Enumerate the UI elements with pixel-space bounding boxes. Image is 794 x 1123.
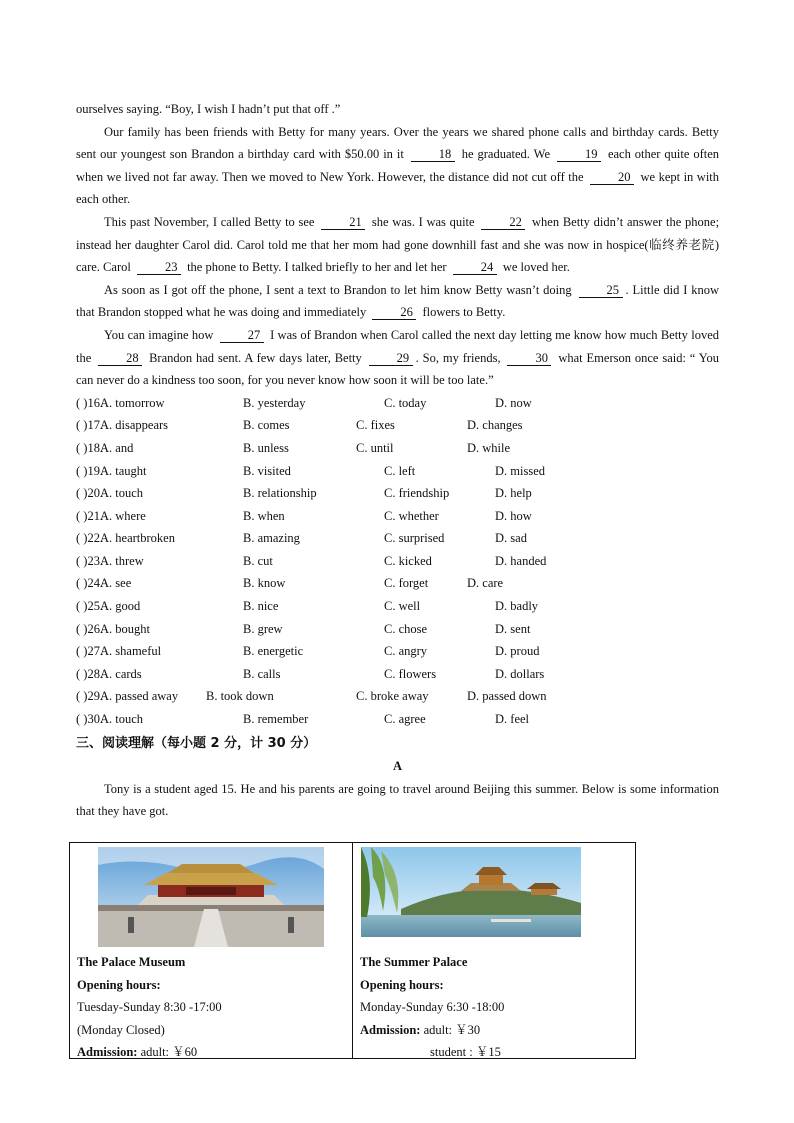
blank-18[interactable]: 18 [411,147,455,162]
option-a: A. where [100,508,146,523]
option-row [76,708,719,731]
option-c: C. whether [384,508,439,523]
option-d: D. how [495,508,532,523]
option-a: A. touch [100,712,144,727]
option-d: D. missed [495,463,545,478]
option-b: B. nice [243,599,279,614]
option-a: A. tomorrow [100,395,165,410]
option-d: D. while [467,440,511,455]
option-d: D. help [495,486,532,501]
answer-slot[interactable]: ( )29. [76,689,104,704]
summer-palace-cell [353,843,635,1058]
option-b: B. relationship [243,486,317,501]
answer-slot[interactable]: ( )28. [76,666,104,681]
option-c: C. fixes [356,418,395,433]
option-a: A. cards [100,666,142,681]
blank-26[interactable]: 26 [372,305,416,320]
palace-museum-photo [98,847,324,947]
blank-19[interactable]: 19 [557,147,601,162]
option-b: B. took down [206,689,274,704]
option-d: D. changes [467,418,523,433]
option-a: A. see [100,576,132,591]
palace-museum-name: The Palace Museum [77,955,186,969]
answer-slot[interactable]: ( )21. [76,508,104,523]
summer-palace-admission-label: Admission: [360,1022,421,1037]
option-b: B. when [243,508,285,523]
option-c: C. until [356,440,394,455]
blank-30[interactable]: 30 [507,351,551,366]
option-c: C. angry [384,644,428,659]
answer-slot[interactable]: ( )24. [76,576,104,591]
answer-slot[interactable]: ( )17. [76,418,104,433]
blank-25[interactable]: 25 [579,283,623,298]
summer-palace-name: The Summer Palace [360,955,468,969]
blank-23[interactable]: 23 [137,260,181,275]
option-row [76,595,719,618]
option-c: C. well [384,599,421,614]
option-c: C. left [384,463,416,478]
option-row [76,640,719,663]
part-label: A [392,759,403,774]
option-b: B. calls [243,666,281,681]
blank-27[interactable]: 27 [220,328,264,343]
answer-slot[interactable]: ( )23. [76,553,104,568]
palace-museum-cell [70,843,353,1058]
option-b: B. yesterday [243,395,306,410]
passage-paragraph-4: You can imagine how 27 I was of Brandon when Carol called the next day letting me know how much Betty loved the 28 Brandon had sent. A few days later, Betty 29 . So, my friends, 30 what Emerson once said: “ You can never do a kindness too soon, for you never know how soon it will be too late.” [76,327,720,388]
option-row [76,460,719,483]
option-d: D. dollars [495,666,545,681]
answer-slot[interactable]: ( )22. [76,531,104,546]
option-a: A. and [100,440,134,455]
exam-page [76,98,719,823]
option-d: D. feel [495,712,530,727]
option-row [76,550,719,573]
blank-29[interactable]: 29 [369,351,413,366]
option-b: B. cut [243,553,273,568]
option-row [76,414,719,437]
palace-museum-admission-label: Admission: [77,1045,138,1060]
option-a: A. bought [100,621,150,636]
option-d: D. care [467,576,504,591]
option-b: B. energetic [243,644,304,659]
palace-museum-closed: (Monday Closed) [77,1022,165,1037]
options-list [76,392,719,731]
summer-palace-student: student : ￥15 [430,1045,501,1060]
option-c: C. kicked [384,553,432,568]
summer-palace-info [360,951,631,1064]
answer-slot[interactable]: ( )26. [76,621,104,636]
option-b: B. unless [243,440,289,455]
passage-paragraph-3: As soon as I got off the phone, I sent a text to Brandon to let him know Betty wasn’t doing 25 . Little did I know that Brandon stopped what he was doing and immediately 26 flowers to Betty. [76,282,719,320]
option-c: C. broke away [356,689,429,704]
option-b: B. remember [243,712,309,727]
option-c: C. friendship [384,486,450,501]
answer-slot[interactable]: ( )19. [76,463,104,478]
option-d: D. sad [495,531,527,546]
option-c: C. surprised [384,531,445,546]
option-c: C. today [384,395,427,410]
option-c: C. agree [384,712,426,727]
section-heading: 三、阅读理解（每小题 2 分，计 30 分） [76,735,317,751]
palace-museum-info [77,951,348,1064]
blank-24[interactable]: 24 [453,260,497,275]
option-d: D. badly [495,599,539,614]
summer-palace-hours-label: Opening hours: [360,977,444,992]
option-row [76,618,719,641]
option-row [76,437,719,460]
option-b: B. amazing [243,531,300,546]
option-row [76,663,719,686]
option-a: A. taught [100,463,147,478]
option-d: D. now [495,395,532,410]
blank-20[interactable]: 20 [590,170,634,185]
answer-slot[interactable]: ( )30. [76,712,104,727]
option-a: A. shameful [100,644,162,659]
passage-line-0: ourselves saying. “Boy, I wish I hadn’t put that off .” [76,102,341,116]
option-b: B. grew [243,621,283,636]
summer-palace-hours: Monday-Sunday 6:30 -18:00 [360,1000,505,1015]
palace-museum-hours: Tuesday-Sunday 8:30 -17:00 [77,1000,222,1015]
option-c: C. chose [384,621,428,636]
option-a: A. threw [100,553,144,568]
option-d: D. proud [495,644,540,659]
option-d: D. handed [495,553,547,568]
option-row [76,392,719,415]
blank-28[interactable]: 28 [98,351,142,366]
option-c: C. forget [384,576,429,591]
answer-slot[interactable]: ( )16. [76,395,104,410]
answer-slot[interactable]: ( )25. [76,599,104,614]
option-a: A. touch [100,486,144,501]
blank-22[interactable]: 22 [481,215,525,230]
option-row [76,482,719,505]
palace-museum-admission: adult: ￥60 [137,1045,198,1060]
passage-paragraph-1: Our family has been friends with Betty for many years. Over the years we shared phone calls and birthday cards. Betty sent our youngest son Brandon a birthday card with $50.00 in it 18 he graduated. We 19 each other quite often when we lived not far away. Then we moved to New York. However, the distance did not cut off the 20 we kept in with each other. [76,124,720,207]
option-d: D. passed down [467,689,547,704]
option-a: A. disappears [100,418,169,433]
reading-intro: Tony is a student aged 15. He and his parents are going to travel around Beijing this summer. Below is some information that they have got. [76,781,719,819]
summer-palace-photo [361,847,581,937]
attractions-table [69,842,636,1059]
option-row [76,572,719,595]
option-row [76,505,719,528]
answer-slot[interactable]: ( )27. [76,644,104,659]
option-a: A. heartbroken [100,531,175,546]
answer-slot[interactable]: ( )20. [76,486,104,501]
summer-palace-admission: adult: ￥30 [420,1022,481,1037]
blank-21[interactable]: 21 [321,215,365,230]
option-row [76,685,719,708]
option-a: A. passed away [100,689,179,704]
passage-paragraph-2: This past November, I called Betty to see 21 she was. I was quite 22 when Betty didn’t answer the phone; instead her daughter Carol did. Carol told me that her mom had gone downhill fast and she was now in hospice(临终养老院) care. Carol 23 the phone to Betty. I talked briefly to her and let her 24 we loved her. [76,214,720,275]
option-d: D. sent [495,621,531,636]
palace-museum-hours-label: Opening hours: [77,977,161,992]
answer-slot[interactable]: ( )18. [76,440,104,455]
option-row [76,527,719,550]
option-b: B. visited [243,463,291,478]
option-a: A. good [100,599,141,614]
option-c: C. flowers [384,666,437,681]
option-b: B. comes [243,418,290,433]
option-b: B. know [243,576,286,591]
